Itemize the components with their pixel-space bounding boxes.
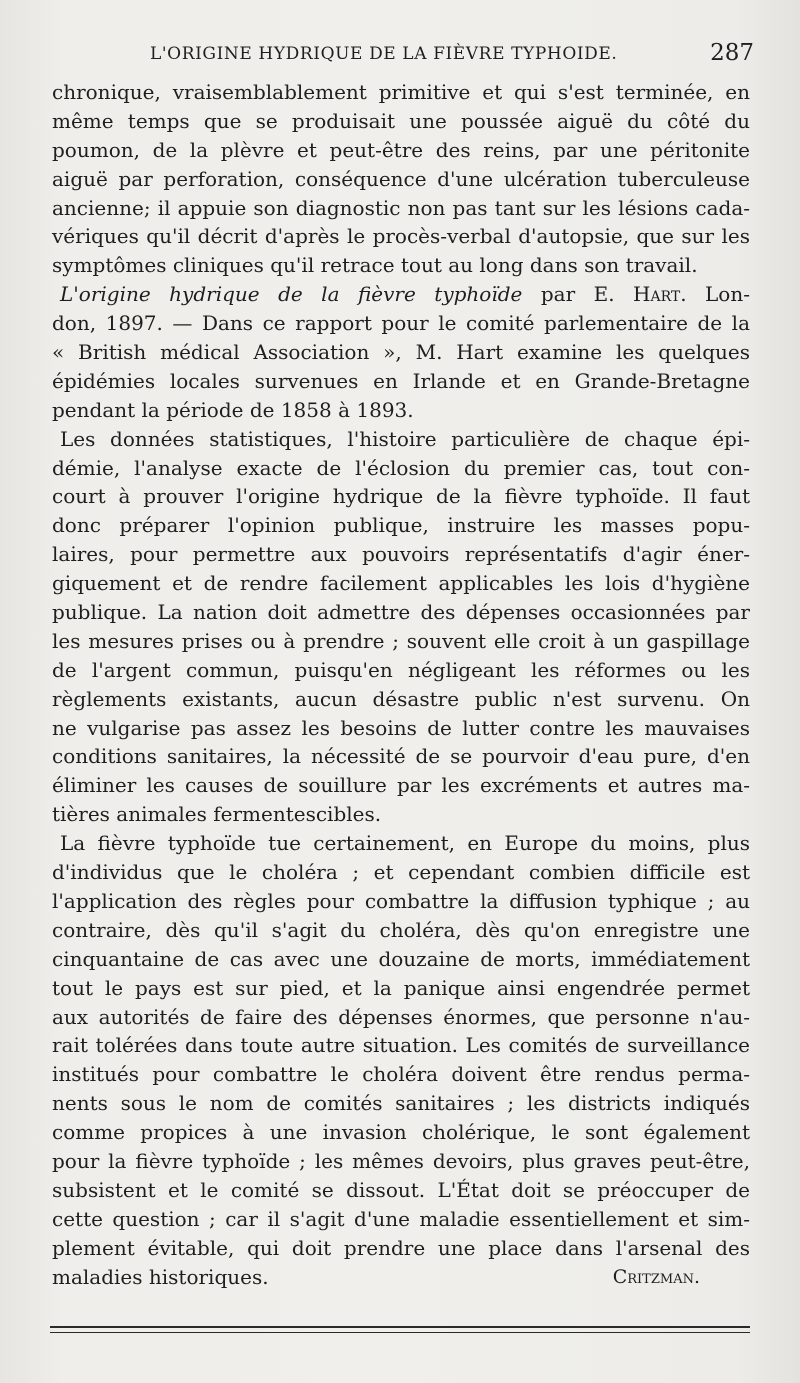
text-line: les mesures prises ou à prendre ; souvent elle croit à un gaspillage <box>52 628 750 653</box>
text-line: éliminer les causes de souillure par les excréments et autres ma- <box>52 773 750 798</box>
text-line: pendant la période de 1858 à 1893. <box>52 397 414 422</box>
page-header <box>56 40 754 72</box>
running-title: L'ORIGINE HYDRIQUE DE LA FIÈVRE TYPHOIDE. <box>150 44 618 64</box>
text-line: aux autorités de faire des dépenses énormes, que personne n'au- <box>52 1004 750 1029</box>
text-line: plement évitable, qui doit prendre une place dans l'arsenal des <box>52 1235 750 1260</box>
text-line: chronique, vraisemblablement primitive et qui s'est terminée, en <box>52 80 750 104</box>
text-line: ancienne; il appuie son diagnostic non pas tant sur les lésions cada- <box>52 195 750 220</box>
text-line: subsistent et le comité se dissout. L'État doit se préoccuper de <box>52 1177 750 1202</box>
final-text: maladies historiques. <box>52 1264 269 1289</box>
text-body <box>52 78 750 1291</box>
text-line: giquement et de rendre facilement applicables les lois d'hygiène <box>52 571 750 596</box>
final-line <box>52 1263 750 1292</box>
text-line: même temps que se produisait une poussée aiguë du côté du <box>52 108 750 133</box>
text-line: cette question ; car il s'agit d'une maladie essentiellement et sim- <box>52 1206 750 1231</box>
reference-title: L'origine hydrique de la fièvre typhoïde <box>60 282 523 307</box>
text-line: comme propices à une invasion cholérique, le sont également <box>52 1120 750 1145</box>
footer-rule-thick <box>50 1326 750 1328</box>
text-line: de l'argent commun, puisqu'en négligeant les réformes ou les <box>52 657 750 682</box>
reference-line <box>52 280 750 309</box>
text-line: aiguë par perforation, conséquence d'une ulcération tuberculeuse <box>52 166 750 191</box>
text-line: don, 1897. — Dans ce rapport pour le comité parlementaire de la <box>52 311 750 336</box>
text-line: l'application des règles pour combattre la diffusion typhique ; au <box>52 888 750 913</box>
text-line: donc préparer l'opinion publique, instruire les masses popu- <box>52 513 750 538</box>
reference-after: . Lon- <box>680 282 750 307</box>
text-line: vériques qu'il décrit d'après le procès-verbal d'autopsie, que sur les <box>52 224 750 249</box>
text-line: court à prouver l'origine hydrique de la fièvre typhoïde. Il faut <box>52 484 750 509</box>
text-line: nents sous le nom de comités sanitaires ; les districts indiqués <box>52 1091 750 1116</box>
text-line: rait tolérées dans toute autre situation. Les comités de surveillance <box>52 1033 750 1058</box>
text-line: La fièvre typhoïde tue certainement, en Europe du moins, plus <box>60 831 750 856</box>
text-line: tout le pays est sur pied, et la panique ainsi engendrée permet <box>52 975 750 1000</box>
text-line: laires, pour permettre aux pouvoirs représentatifs d'agir éner- <box>52 542 750 567</box>
text-line: pour la fièvre typhoïde ; les mêmes devoirs, plus graves peut-être, <box>52 1148 750 1173</box>
text-line: démie, l'analyse exacte de l'éclosion du premier cas, tout con- <box>52 455 750 480</box>
reference-par: par E. <box>522 282 634 307</box>
text-line: institués pour combattre le choléra doivent être rendus perma- <box>52 1062 750 1087</box>
text-line: publique. La nation doit admettre des dépenses occasionnées par <box>52 600 750 625</box>
author-signature: Critzman. <box>612 1265 700 1288</box>
text-line: Les données statistiques, l'histoire particulière de chaque épi- <box>60 426 750 451</box>
text-line: d'individus que le choléra ; et cependant combien difficile est <box>52 860 750 885</box>
text-line: ne vulgarise pas assez les besoins de lutter contre les mauvaises <box>52 715 750 740</box>
text-line: règlements existants, aucun désastre public n'est survenu. On <box>52 686 750 711</box>
text-line: conditions sanitaires, la nécessité de se pourvoir d'eau pure, d'en <box>52 744 750 769</box>
text-line: contraire, dès qu'il s'agit du choléra, dès qu'on enregistre une <box>52 917 750 942</box>
text-line: « British médical Association », M. Hart examine les quelques <box>52 340 750 365</box>
text-line: cinquantaine de cas avec une douzaine de morts, immédiatement <box>52 946 750 971</box>
text-line: épidémies locales survenues en Irlande et en Grande-Bretagne <box>52 368 750 393</box>
text-line: poumon, de la plèvre et peut-être des reins, par une péritonite <box>52 137 750 162</box>
footer-rule-thin <box>50 1332 750 1333</box>
reference-author: Hart <box>633 282 681 307</box>
text-line: tières animales fermentescibles. <box>52 802 382 827</box>
page-number: 287 <box>710 40 754 66</box>
text-line: symptômes cliniques qu'il retrace tout au long dans son travail. <box>52 253 698 278</box>
